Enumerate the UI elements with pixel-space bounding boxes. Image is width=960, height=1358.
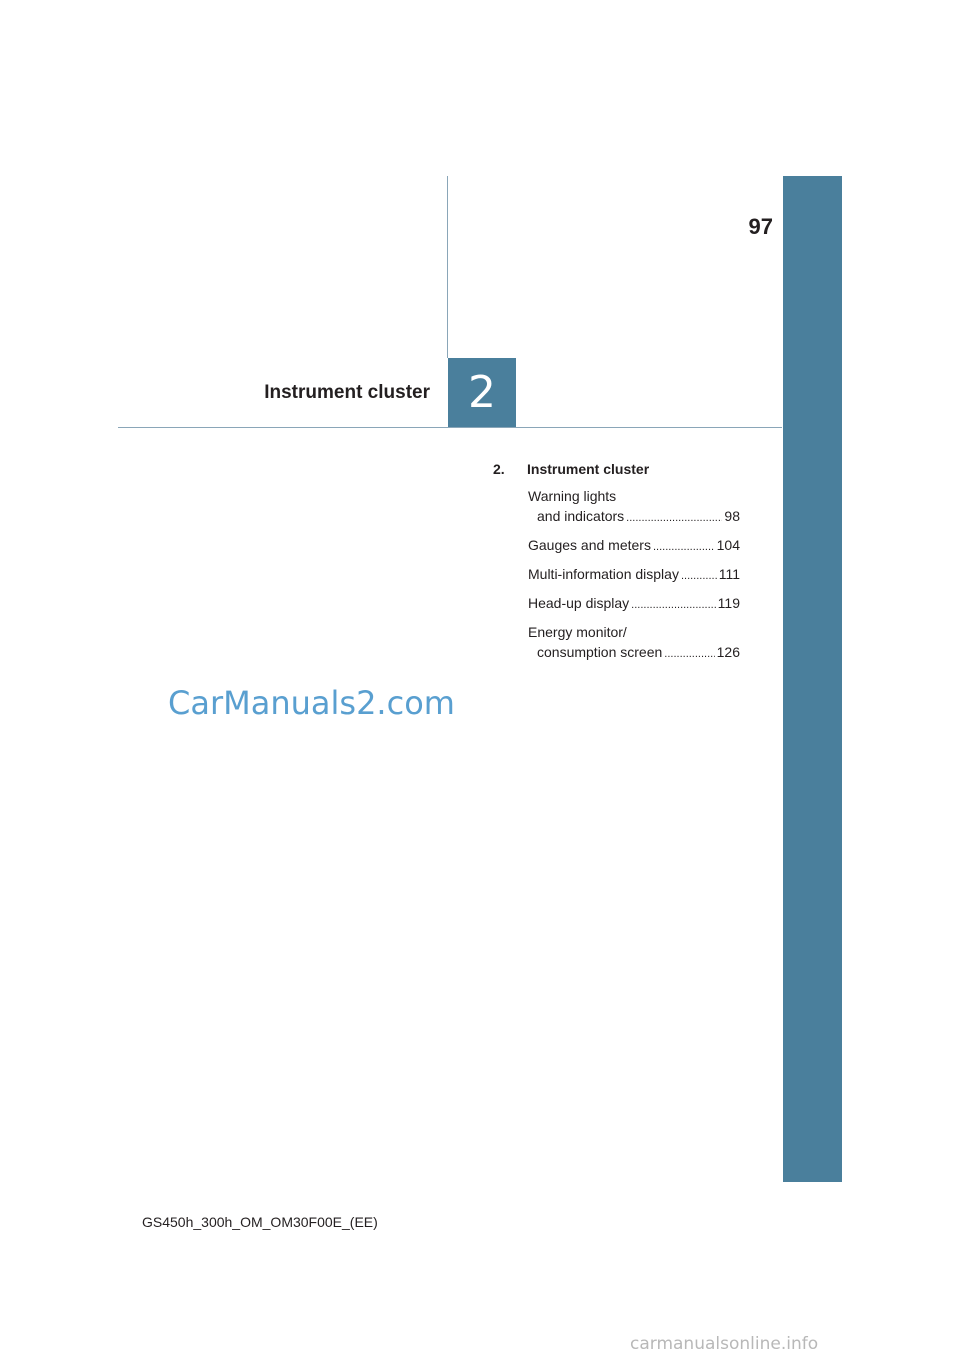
vertical-divider <box>447 176 448 358</box>
chapter-side-tab <box>783 176 842 1182</box>
watermark-logo: CarManuals2.com <box>168 684 455 722</box>
footer-watermark: carmanualsonline.info <box>630 1334 819 1354</box>
toc-entry-text: Head-up display <box>528 595 630 611</box>
leader-dots <box>681 566 717 586</box>
chapter-number-box <box>448 358 516 427</box>
toc-entry-text: Multi-information display <box>528 566 679 582</box>
toc-entry-text: Gauges and meters <box>528 537 651 553</box>
table-of-contents <box>528 486 740 671</box>
page-number: 97 <box>748 214 773 239</box>
toc-entry-page: 111 <box>718 566 740 582</box>
toc-entry-page: 126 <box>716 644 740 660</box>
toc-entry-multi-information-display[interactable] <box>528 564 740 586</box>
chapter-number: 2 <box>468 366 496 418</box>
horizontal-divider <box>118 427 782 428</box>
leader-dots <box>631 595 716 615</box>
toc-heading <box>493 461 649 477</box>
leader-dots <box>664 644 714 664</box>
leader-dots <box>653 537 715 557</box>
toc-section-number: 2. <box>493 461 505 477</box>
toc-entry-energy-monitor[interactable] <box>528 622 740 664</box>
toc-entry-page: 119 <box>717 595 740 611</box>
toc-entry-gauges-meters[interactable] <box>528 535 740 557</box>
toc-entry-text: Warning lights <box>528 488 617 504</box>
toc-entry-page: 104 <box>716 537 740 553</box>
chapter-title: Instrument cluster <box>264 382 430 403</box>
toc-entry-text: consumption screen <box>537 644 663 660</box>
footer-document-code: GS450h_300h_OM_OM30F00E_(EE) <box>142 1214 378 1230</box>
leader-dots <box>626 508 722 528</box>
toc-entry-text: and indicators <box>537 508 625 524</box>
toc-entry-head-up-display[interactable] <box>528 593 740 615</box>
toc-entry-warning-lights[interactable] <box>528 486 740 528</box>
toc-entry-page: 98 <box>724 508 740 524</box>
toc-entry-text: Energy monitor/ <box>528 624 627 640</box>
toc-section-title: Instrument cluster <box>527 461 650 477</box>
